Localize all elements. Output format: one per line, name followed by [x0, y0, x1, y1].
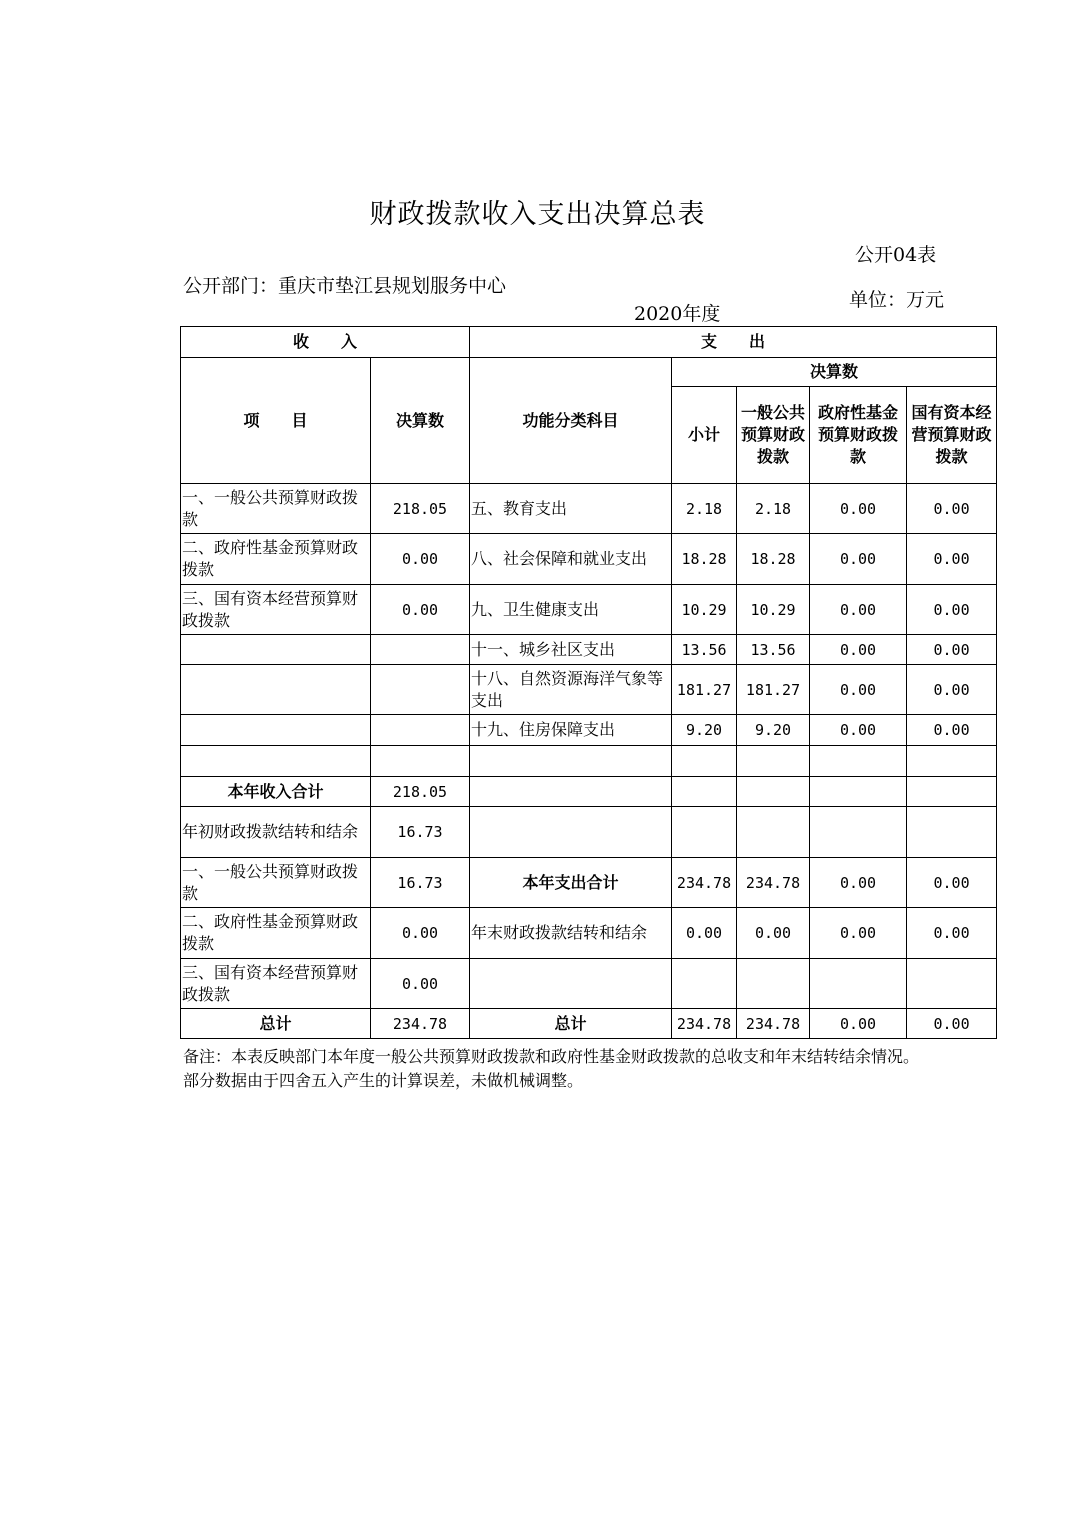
table-note: 备注：本表反映部门本年度一般公共预算财政拨款和政府性基金财政拨款的总收支和年末结转结余情况。部分数据由于四舍五入产生的计算误差，未做机械调整。	[183, 1047, 920, 1090]
header-row-mid	[181, 358, 997, 387]
table-row	[181, 585, 997, 635]
amount-cell: 218.05	[371, 484, 470, 534]
subtotal-cell: 18.28	[672, 534, 737, 585]
income-header: 收 入	[181, 327, 470, 358]
subtotal-cell	[672, 777, 737, 807]
item-cell: 一、一般公共预算财政拨款	[181, 484, 371, 534]
general-budget-header: 一般公共预算财政拨款	[737, 387, 810, 484]
item-cell	[181, 715, 371, 746]
table-row	[181, 665, 997, 715]
subtotal-cell: 0.00	[672, 908, 737, 959]
amount-group-header: 决算数	[672, 358, 997, 387]
table-code: 公开04表	[855, 244, 937, 266]
category-cell: 年末财政拨款结转和结余	[470, 908, 672, 959]
state-capital-cell	[907, 777, 997, 807]
fund-budget-header: 政府性基金预算财政拨款	[810, 387, 907, 484]
amount-cell: 16.73	[371, 858, 470, 908]
table-row	[181, 534, 997, 585]
subtotal-cell: 234.78	[672, 858, 737, 908]
fund-budget-cell: 0.00	[810, 908, 907, 959]
general-budget-cell	[737, 746, 810, 777]
general-budget-cell: 234.78	[737, 1009, 810, 1039]
category-cell	[470, 746, 672, 777]
table-row	[181, 715, 997, 746]
department-label: 公开部门：重庆市垫江县规划服务中心	[183, 275, 507, 297]
table-row	[181, 746, 997, 777]
general-budget-cell: 18.28	[737, 534, 810, 585]
category-cell	[470, 777, 672, 807]
state-capital-cell: 0.00	[907, 908, 997, 959]
amount-cell: 218.05	[371, 777, 470, 807]
fund-budget-cell: 0.00	[810, 715, 907, 746]
item-cell: 三、国有资本经营预算财政拨款	[181, 585, 371, 635]
category-cell	[470, 807, 672, 858]
amount-cell: 0.00	[371, 585, 470, 635]
amount-cell	[371, 635, 470, 665]
category-cell: 五、教育支出	[470, 484, 672, 534]
fund-budget-cell: 0.00	[810, 534, 907, 585]
category-cell: 本年支出合计	[470, 858, 672, 908]
unit-label: 单位：万元	[849, 289, 945, 311]
fund-budget-cell: 0.00	[810, 665, 907, 715]
category-cell: 九、卫生健康支出	[470, 585, 672, 635]
item-cell	[181, 746, 371, 777]
table-row	[181, 484, 997, 534]
state-capital-cell: 0.00	[907, 635, 997, 665]
amount-cell: 0.00	[371, 908, 470, 959]
state-capital-cell: 0.00	[907, 715, 997, 746]
state-capital-cell: 0.00	[907, 585, 997, 635]
header-row-top	[181, 327, 997, 358]
fiscal-year: 2020年度	[634, 303, 721, 325]
subtotal-cell	[672, 959, 737, 1009]
state-capital-cell: 0.00	[907, 665, 997, 715]
fund-budget-cell: 0.00	[810, 635, 907, 665]
subtotal-cell	[672, 746, 737, 777]
fund-budget-cell: 0.00	[810, 858, 907, 908]
subtotal-cell: 13.56	[672, 635, 737, 665]
subtotal-cell: 2.18	[672, 484, 737, 534]
amount-cell	[371, 665, 470, 715]
page-title: 财政拨款收入支出决算总表	[369, 199, 706, 230]
subtotal-cell: 181.27	[672, 665, 737, 715]
general-budget-cell	[737, 807, 810, 858]
category-cell: 十一、城乡社区支出	[470, 635, 672, 665]
item-cell: 年初财政拨款结转和结余	[181, 807, 371, 858]
general-budget-cell: 2.18	[737, 484, 810, 534]
category-cell: 十八、自然资源海洋气象等支出	[470, 665, 672, 715]
amount-cell: 0.00	[371, 959, 470, 1009]
general-budget-cell	[737, 777, 810, 807]
category-cell: 十九、住房保障支出	[470, 715, 672, 746]
state-capital-cell	[907, 807, 997, 858]
general-budget-cell: 181.27	[737, 665, 810, 715]
general-budget-cell: 0.00	[737, 908, 810, 959]
budget-table	[180, 326, 997, 1039]
category-cell: 八、社会保障和就业支出	[470, 534, 672, 585]
fund-budget-cell	[810, 777, 907, 807]
subtotal-cell: 10.29	[672, 585, 737, 635]
state-capital-cell: 0.00	[907, 858, 997, 908]
general-budget-cell	[737, 959, 810, 1009]
fund-budget-cell	[810, 959, 907, 1009]
item-cell	[181, 635, 371, 665]
fund-budget-cell: 0.00	[810, 1009, 907, 1039]
amount-cell: 0.00	[371, 534, 470, 585]
general-budget-cell: 9.20	[737, 715, 810, 746]
table-row	[181, 635, 997, 665]
item-cell: 一、一般公共预算财政拨款	[181, 858, 371, 908]
fund-budget-cell: 0.00	[810, 484, 907, 534]
state-capital-header: 国有资本经营预算财政拨款	[907, 387, 997, 484]
table-row	[181, 908, 997, 959]
table-row	[181, 777, 997, 807]
table-row	[181, 807, 997, 858]
table-row	[181, 1009, 997, 1039]
subtotal-cell	[672, 807, 737, 858]
fund-budget-cell	[810, 807, 907, 858]
item-cell	[181, 665, 371, 715]
item-cell: 二、政府性基金预算财政拨款	[181, 534, 371, 585]
item-cell: 本年收入合计	[181, 777, 371, 807]
item-cell: 总计	[181, 1009, 371, 1039]
amount-cell: 16.73	[371, 807, 470, 858]
state-capital-cell: 0.00	[907, 534, 997, 585]
amount-cell	[371, 715, 470, 746]
state-capital-cell	[907, 959, 997, 1009]
amount-cell	[371, 746, 470, 777]
subtotal-header: 小计	[672, 387, 737, 484]
subtotal-cell: 234.78	[672, 1009, 737, 1039]
table-row	[181, 858, 997, 908]
item-header: 项 目	[181, 358, 371, 484]
category-cell	[470, 959, 672, 1009]
expense-header: 支 出	[470, 327, 997, 358]
amount-cell: 234.78	[371, 1009, 470, 1039]
state-capital-cell: 0.00	[907, 1009, 997, 1039]
state-capital-cell: 0.00	[907, 484, 997, 534]
subtotal-cell: 9.20	[672, 715, 737, 746]
state-capital-cell	[907, 746, 997, 777]
fund-budget-cell: 0.00	[810, 585, 907, 635]
item-cell: 二、政府性基金预算财政拨款	[181, 908, 371, 959]
item-cell: 三、国有资本经营预算财政拨款	[181, 959, 371, 1009]
category-header: 功能分类科目	[470, 358, 672, 484]
category-cell: 总计	[470, 1009, 672, 1039]
general-budget-cell: 234.78	[737, 858, 810, 908]
amount-header: 决算数	[371, 358, 470, 484]
fund-budget-cell	[810, 746, 907, 777]
general-budget-cell: 10.29	[737, 585, 810, 635]
table-row	[181, 959, 997, 1009]
general-budget-cell: 13.56	[737, 635, 810, 665]
